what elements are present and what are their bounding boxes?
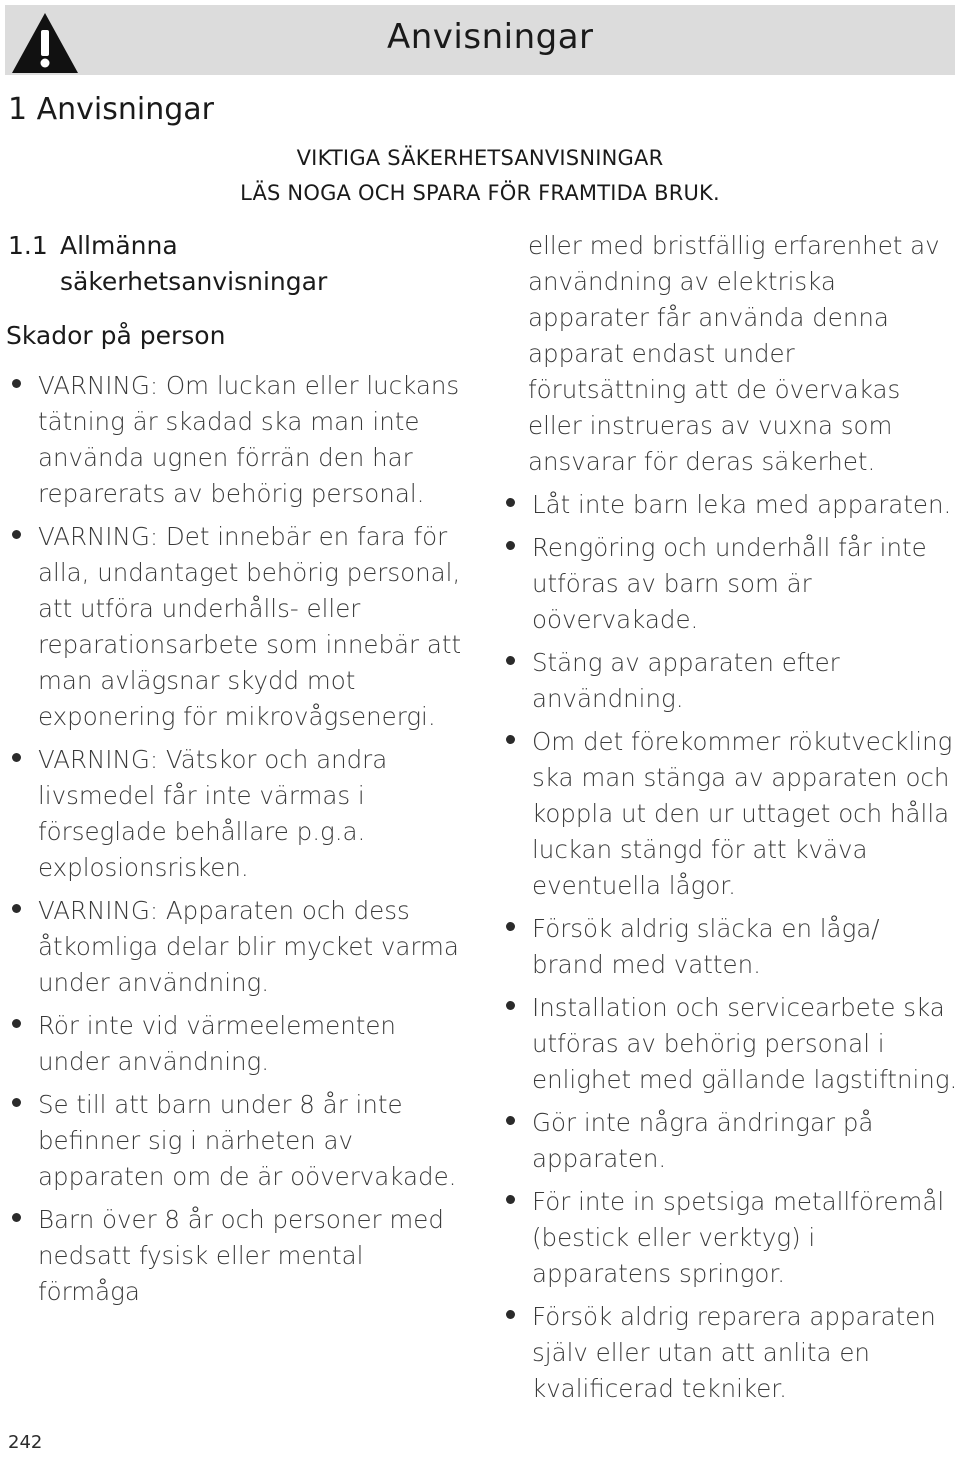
- bullet-icon: [506, 735, 515, 744]
- subsection-title: [8, 228, 327, 300]
- bullet-icon: [12, 1098, 21, 1107]
- section-title: 1 Anvisningar: [8, 92, 215, 127]
- list-item: [500, 1184, 958, 1292]
- bullet-icon: [12, 904, 21, 913]
- list-item: [500, 990, 958, 1098]
- list-item-text: Se till att barn under 8 år inte befinner sig i närheten av apparaten om de är oövervakade.: [38, 1090, 457, 1191]
- list-item: [6, 519, 466, 735]
- subsection-title-line2: säkerhetsanvisningar: [60, 267, 328, 296]
- list-item: [6, 1008, 466, 1080]
- bullet-icon: [12, 1213, 21, 1222]
- list-item-text: Stäng av apparaten efter användning.: [532, 648, 840, 713]
- important-subheading: LÄS NOGA OCH SPARA FÖR FRAMTIDA BRUK.: [240, 181, 720, 205]
- left-bullet-list: [6, 368, 466, 1310]
- list-item: [500, 645, 958, 717]
- subsection-number: 1.1: [8, 231, 48, 260]
- list-item: [6, 893, 466, 1001]
- list-item: [500, 724, 958, 904]
- header-bar: [5, 5, 955, 75]
- bullet-icon: [12, 1019, 21, 1028]
- list-item-text: Installation och servicearbete ska utföras av behörig personal i enlighet med gällande lagstiftning.: [532, 993, 958, 1094]
- continuation-paragraph: eller med bristfällig erfarenhet av användning av elektriska apparater får använda denna apparat endast under förutsättning att de övervakas eller instrueras av vuxna som ansvarar för deras säkerhet.: [528, 231, 940, 476]
- list-item: [6, 1087, 466, 1195]
- bullet-icon: [506, 656, 515, 665]
- page-number: 242: [8, 1432, 43, 1453]
- bullet-icon: [12, 379, 21, 388]
- list-item-text: VARNING: Vätskor och andra livsmedel får inte värmas i förseglade behållare p.g.a. explosionsrisken.: [38, 745, 388, 882]
- list-item-text: Rengöring och underhåll får inte utföras av barn som är oövervakade.: [532, 533, 927, 634]
- list-item: [500, 530, 958, 638]
- list-item-text: Försök aldrig släcka en låga/ brand med vatten.: [532, 914, 880, 979]
- list-item: [500, 911, 958, 983]
- bullet-icon: [506, 1195, 515, 1204]
- list-item: [500, 1105, 958, 1177]
- list-item-text: Rör inte vid värmeelementen under användning.: [38, 1011, 396, 1076]
- list-item-text: VARNING: Apparaten och dess åtkomliga delar blir mycket varma under användning.: [38, 896, 459, 997]
- bullet-icon: [12, 530, 21, 539]
- list-item-text: Om det förekommer rökutveckling ska man stänga av apparaten och koppla ut den ur uttaget och hålla luckan stängd för att kväva eventuella lågor.: [532, 727, 953, 900]
- list-item-text: Gör inte några ändringar på apparaten.: [532, 1108, 874, 1173]
- list-item: [6, 368, 466, 512]
- list-item: [6, 1202, 466, 1310]
- list-item: [6, 742, 466, 886]
- right-column: [500, 228, 958, 1414]
- important-heading: VIKTIGA SÄKERHETSANVISNINGAR: [296, 146, 664, 170]
- list-item-text: Låt inte barn leka med apparaten.: [532, 490, 952, 519]
- bullet-icon: [506, 541, 515, 550]
- list-item: [500, 1299, 958, 1407]
- list-item-text: VARNING: Om luckan eller luckans tätning är skadad ska man inte använda ugnen förrän den har reparerats av behörig personal.: [38, 371, 460, 508]
- warning-triangle-icon: [10, 11, 80, 75]
- right-bullet-list: [500, 487, 958, 1407]
- list-item-text: VARNING: Det innebär en fara för alla, undantaget behörig personal, att utföra underhålls- eller reparationsarbete som innebär att man avlägsnar skydd mot exponering för mikrovågsenergi.: [38, 522, 462, 731]
- subsection-title-line1: Allmänna: [60, 231, 178, 260]
- subheading: Skador på person: [6, 321, 226, 350]
- bullet-icon: [506, 922, 515, 931]
- left-column: [6, 368, 466, 1317]
- bullet-icon: [506, 1001, 515, 1010]
- list-item-text: Barn över 8 år och personer med nedsatt fysisk eller mental förmåga: [38, 1205, 444, 1306]
- bullet-icon: [506, 498, 515, 507]
- bullet-icon: [12, 753, 21, 762]
- list-item-text: Försök aldrig reparera apparaten själv eller utan att anlita en kvalificerad tekniker.: [532, 1302, 936, 1403]
- bullet-icon: [506, 1310, 515, 1319]
- header-title: Anvisningar: [387, 17, 594, 57]
- list-item: [500, 487, 958, 523]
- bullet-icon: [506, 1116, 515, 1125]
- list-item-text: För inte in spetsiga metallföremål (bestick eller verktyg) i apparatens springor.: [532, 1187, 945, 1288]
